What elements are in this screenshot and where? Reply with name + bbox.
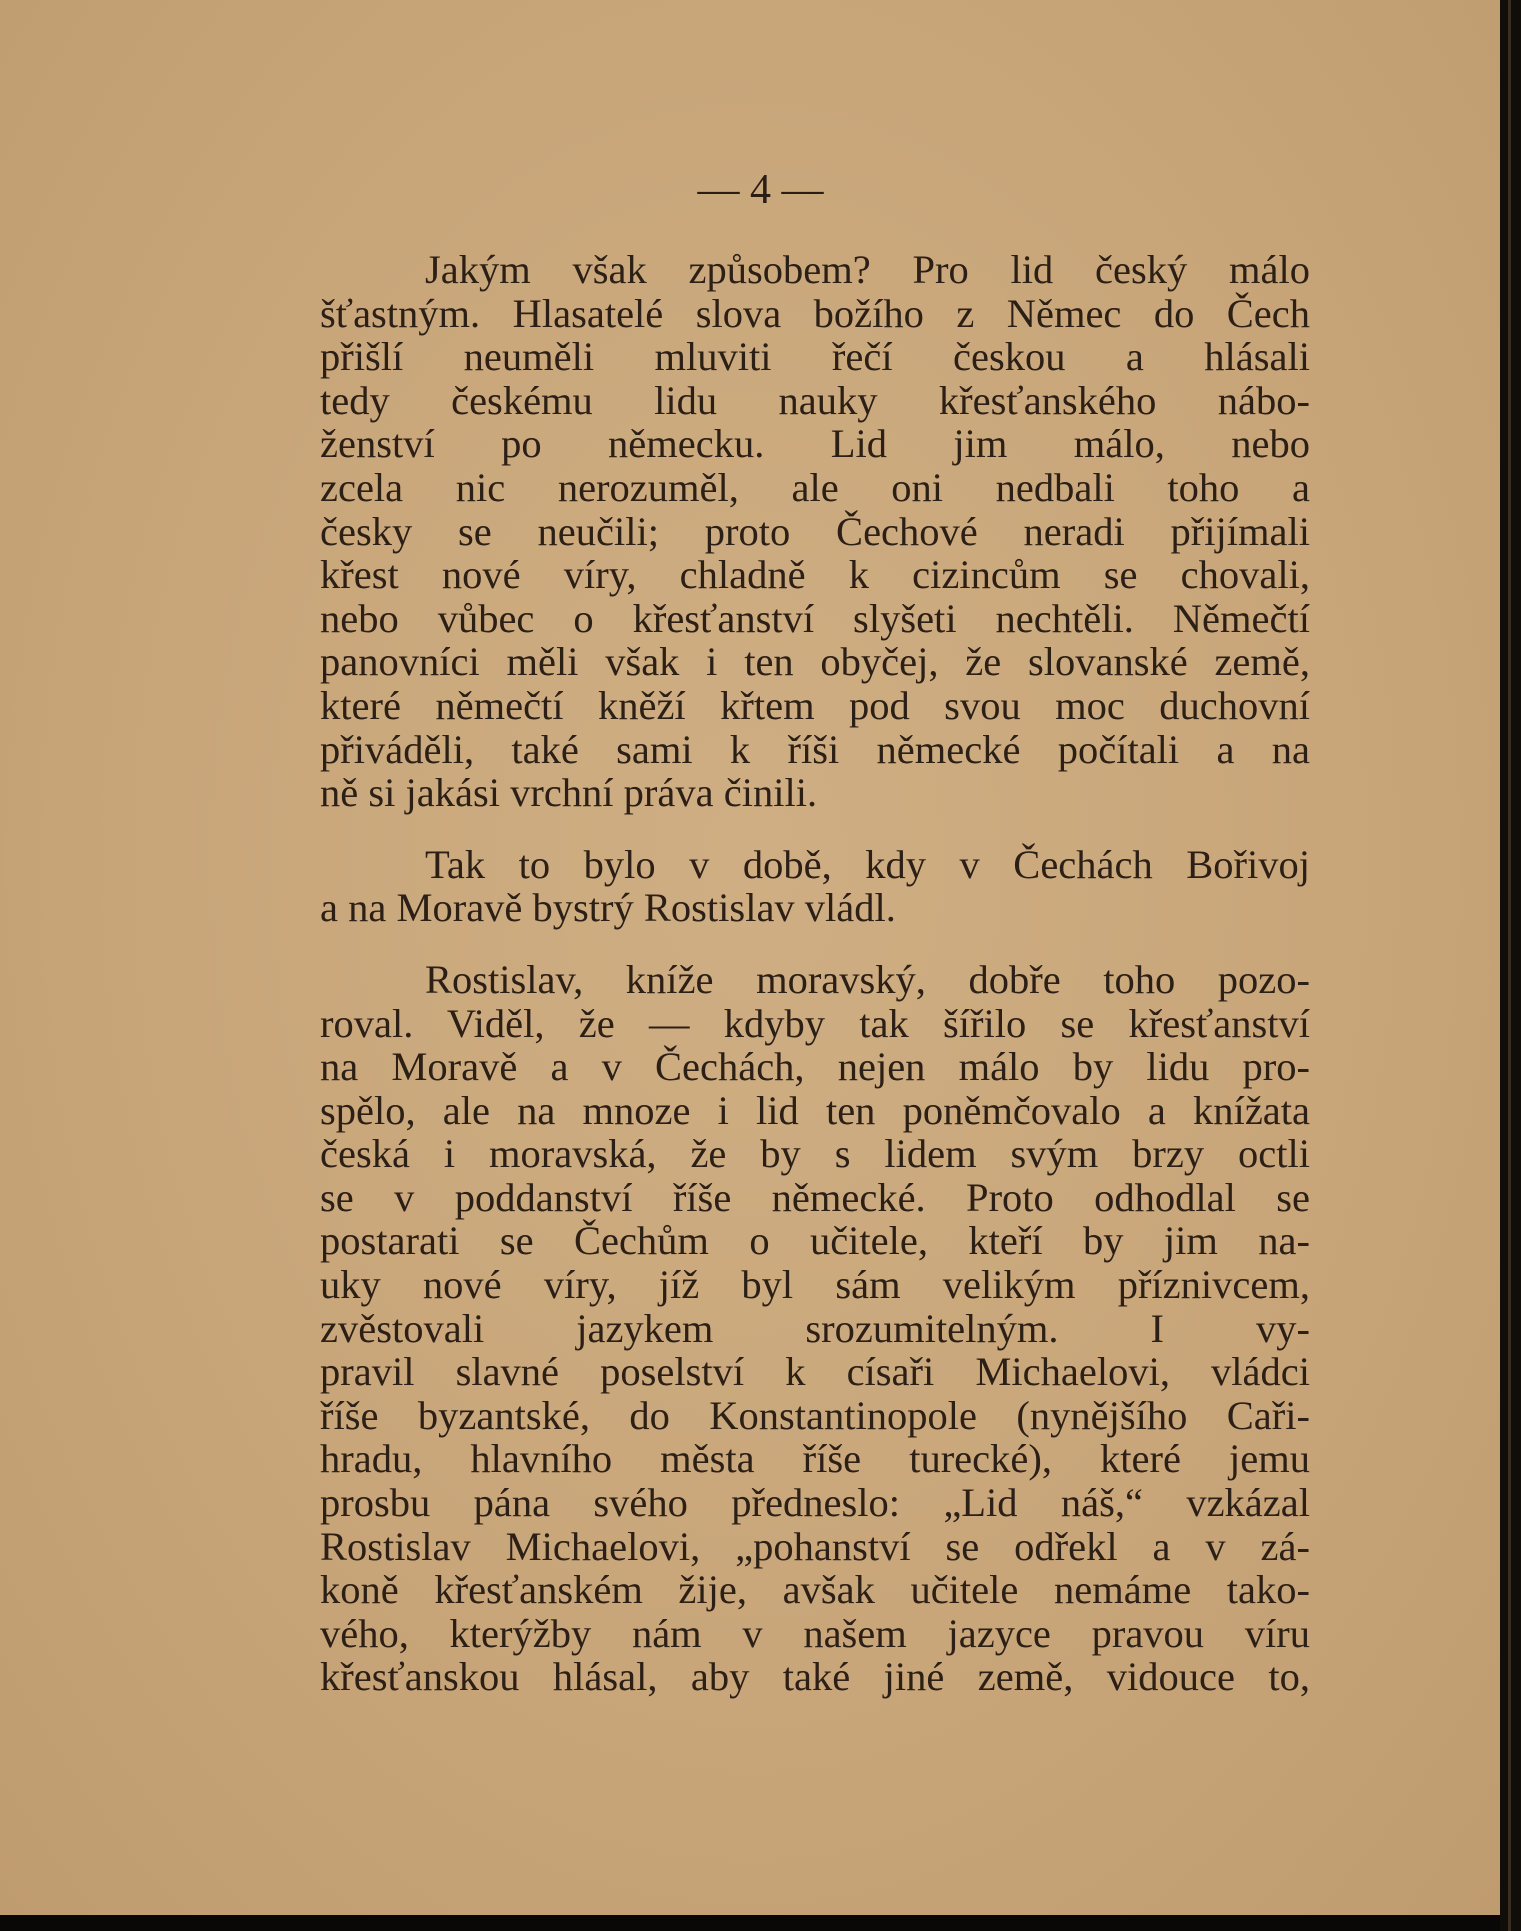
text-line: uky nové víry, jíž byl sám velikým příznivcem, [320,1262,1310,1308]
text-line: Jakým však způsobem? Pro lid český málo [425,247,1310,292]
spine-crease-line [1508,0,1511,1931]
text-line: zcela nic nerozuměl, ale oni nedbali toho a [320,464,1310,510]
paragraph-1 [320,248,1310,815]
text-line: přišlí neuměli mluviti řečí českou a hlásali [320,334,1310,380]
text-line: hradu, hlavního města říše turecké), které jemu [320,1436,1310,1482]
text-line: Rostislav, kníže moravský, dobře toho pozo- [425,956,1310,1002]
text-line: nebo vůbec o křesťanství slyšeti nechtěli. Němečtí [320,595,1310,641]
text-line: ně si jakási vrchní práva činili. [320,770,818,816]
paragraph-3 [320,958,1310,1699]
text-line: křest nové víry, chladně k cizincům se chovali, [320,552,1310,598]
text-line: a na Moravě bystrý Rostislav vládl. [320,885,896,931]
book-spine-edge [1500,0,1521,1931]
text-line: šťastným. Hlasatelé slova božího z Němec do Čech [320,290,1310,336]
text-line: vého, kterýžby nám v našem jazyce pravou víru [320,1610,1310,1656]
text-line: česká i moravská, že by s lidem svým brzy octli [320,1131,1310,1177]
text-line: Tak to bylo v době, kdy v Čechách Bořivoj [425,841,1310,887]
text-line: česky se neučili; proto Čechové neradi přijímali [320,508,1310,554]
text-line: Rostislav Michaelovi, „pohanství se odřekl a v zá- [320,1523,1310,1569]
text-line: které němečtí kněží křtem pod svou moc duchovní [320,682,1310,728]
text-line: prosbu pána svého předneslo: „Lid náš,“ vzkázal [320,1480,1310,1526]
text-line: koně křesťanském žije, avšak učitele nemáme tako- [320,1567,1310,1613]
text-line: křesťanskou hlásal, aby také jiné země, vidouce to, [320,1654,1310,1700]
text-line: spělo, ale na mnoze i lid ten poněmčovalo a knížata [320,1087,1310,1133]
text-line: panovníci měli však i ten obyčej, že slovanské země, [320,639,1310,685]
text-line: postarati se Čechům o učitele, kteří by jim na- [320,1218,1310,1264]
text-line: zvěstovali jazykem srozumitelným. I vy- [320,1305,1310,1351]
text-line: ženství po německu. Lid jim málo, nebo [320,421,1310,467]
text-line: tedy českému lidu nauky křesťanského nábo- [320,377,1310,423]
page-number: — 4 — [697,167,824,213]
text-line: roval. Viděl, že — kdyby tak šířilo se křesťanství [320,1000,1310,1046]
paragraph-2 [320,843,1310,930]
text-line: říše byzantské, do Konstantinopole (nynějšího Caři- [320,1392,1310,1438]
body-text [320,248,1310,1699]
text-line: na Moravě a v Čechách, nejen málo by lidu pro- [320,1044,1310,1090]
text-line: přiváděli, také sami k říši německé počítali a na [320,726,1310,772]
text-line: pravil slavné poselství k císaři Michaelovi, vládci [320,1349,1310,1395]
text-line: se v poddanství říše německé. Proto odhodlal se [320,1174,1310,1220]
